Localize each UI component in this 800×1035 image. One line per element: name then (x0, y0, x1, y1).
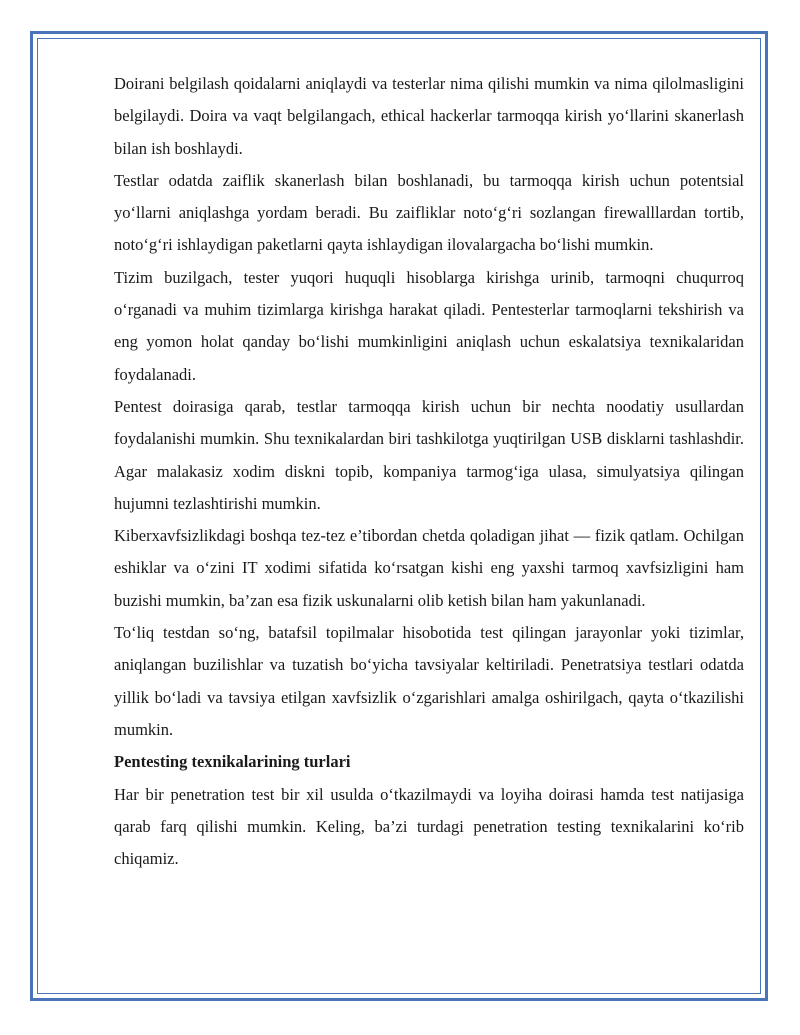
paragraph-scope-rules: Doirani belgilash qoidalarni aniqlaydi va testerlar nima qilishi mumkin va nima qilolmasligini belgilaydi. Doira va vaqt belgilangach, ethical hackerlar tarmoqqa kirish yo‘llarini skanerlash bilan ish boshlaydi. (114, 74, 744, 158)
paragraph-physical-layer: Kiberxavfsizlikdagi boshqa tez-tez e’tibordan chetda qoladigan jihat — fizik qatlam. Ochilgan eshiklar va o‘zini IT xodimi sifatida ko‘rsatgan kishi eng yaxshi tarmoq xavfsizligini ham buzishi mumkin, ba’zan esa fizik uskunalarni olib ketish bilan ham yakunlanadi. (114, 526, 744, 610)
paragraph-usb-drop: Pentest doirasiga qarab, testlar tarmoqqa kirish uchun bir nechta noodatiy usullardan foydalanishi mumkin. Shu texnikalardan biri tashkilotga yuqtirilgan USB disklarni tashlashdir. Agar malakasiz xodim diskni topib, kompaniya tarmog‘iga ulasa, simulyatsiya qilingan hujumni tezlashtirishi mumkin. (114, 396, 744, 513)
paragraph-report: To‘liq testdan so‘ng, batafsil topilmalar hisobotida test qilingan jarayonlar yoki tizimlar, aniqlangan buzilishlar va tuzatish bo‘yicha tavsiyalar keltiriladi. Penetratsiya testlari odatda yillik bo‘ladi va tavsiya etilgan xavfsizlik o‘zgarishlari amalga oshirilgach, qayta o‘tkazilishi mumkin. (114, 623, 744, 739)
section-heading: Pentesting texnikalarining turlari (114, 752, 351, 772)
paragraph-privilege-escalation: Tizim buzilgach, tester yuqori huquqli hisoblarga kirishga urinib, tarmoqni chuqurroq o‘rganadi va muhim tizimlarga kirishga harakat qiladi. Pentesterlar tarmoqlarni tekshirish va eng yomon holat qanday bo‘lishi mumkinligini aniqlash uchun eskalatsiya texnikalaridan foydalanadi. (114, 267, 744, 384)
document-body (114, 68, 744, 875)
paragraph-techniques-intro: Har bir penetration test bir xil usulda o‘tkazilmaydi va loyiha doirasi hamda test natijasiga qarab farq qilishi mumkin. Keling, ba’zi turdagi penetration testing texnikalarini ko‘rib chiqamiz. (114, 784, 744, 869)
paragraph-vulnerability-scanning: Testlar odatda zaiflik skanerlash bilan boshlanadi, bu tarmoqqa kirish uchun potentsial yo‘llarni aniqlashga yordam beradi. Bu zaifliklar noto‘g‘ri sozlangan firewalllardan tortib, noto‘g‘ri ishlaydigan paketlarni qayta ishlaydigan ilovalargacha bo‘lishi mumkin. (114, 170, 744, 255)
